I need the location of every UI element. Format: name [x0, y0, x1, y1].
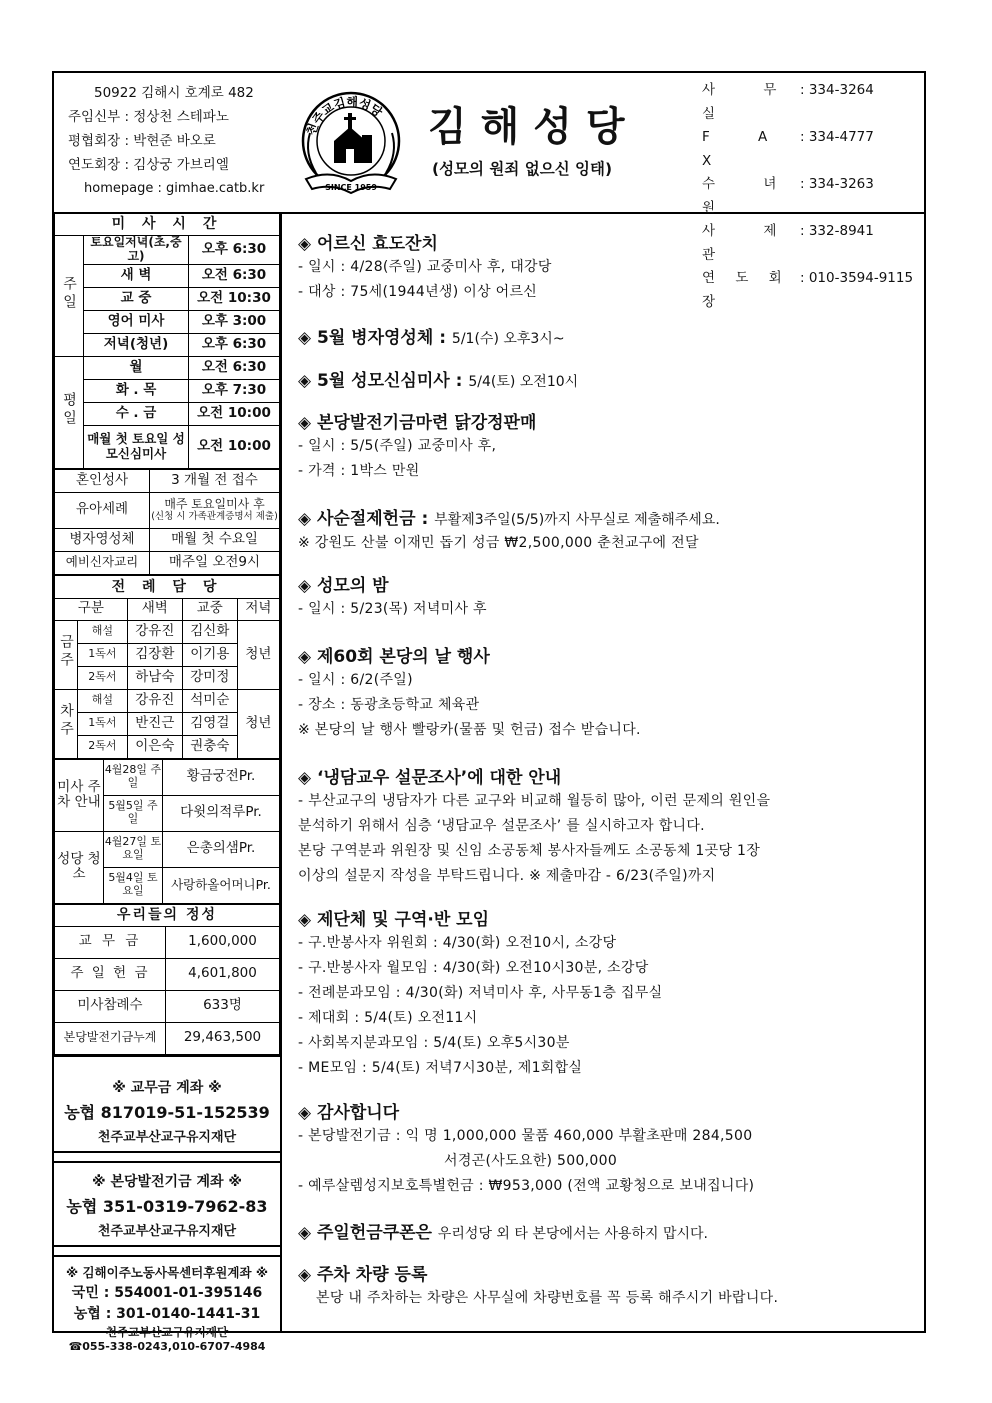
notice-line: ※ 강원도 산불 이재민 돕기 성금 ₩2,500,000 춘천교구에 전달	[298, 535, 699, 551]
duty-date: 5월5일 주일	[104, 795, 163, 831]
liturgy-table	[54, 575, 280, 759]
liturgy-person: 석미순	[182, 689, 237, 712]
sidebar	[54, 212, 282, 1353]
contact-label: 사 제 관	[702, 223, 799, 263]
notice-heading: ◈ 사순절제헌금 : 부활제3주일(5/5)까지 사무실로 제출해주세요.	[298, 509, 720, 529]
notice-line: 서경곤(사도요한) 500,000	[444, 1153, 618, 1169]
liturgy-person: 김영걸	[182, 712, 237, 735]
wedding-value: 3 개월 전 접수	[150, 469, 280, 492]
notice	[298, 767, 918, 889]
mass-title: 미 사 시 간	[55, 213, 280, 236]
offering-label: 교 무 금	[55, 926, 166, 958]
liturgy-person: 권충숙	[182, 735, 237, 758]
council-president: 평협회장 : 박현준 바오로	[68, 133, 216, 149]
mass-time: 오후 3:00	[189, 310, 280, 333]
svg-text:천주교김해성당	[303, 94, 386, 137]
this-week-label: 금주	[55, 620, 78, 689]
offering-label: 미사참례수	[55, 990, 166, 1022]
notice-line: - 일시 : 5/5(주일) 교중미사 후,	[298, 438, 497, 454]
next-week-label: 차주	[55, 689, 78, 758]
notice	[298, 646, 918, 743]
sick-label: 병자영성체	[55, 528, 150, 551]
youth-president: 연도회장 : 김상궁 가브리엘	[68, 157, 229, 173]
sunday-label: 주일	[55, 236, 84, 357]
contact-row: F A X : 334-4777	[702, 126, 913, 173]
account-number: 농협 351-0319-7962-83	[66, 1196, 268, 1216]
offering-label: 주 일 헌 금	[55, 958, 166, 990]
wedding-label: 혼인성사	[55, 469, 150, 492]
role-label: 2독서	[78, 666, 128, 689]
notice-heading: ◈ 주일헌금쿠폰은 우리성당 외 타 본당에서는 사용하지 맙시다.	[298, 1223, 709, 1243]
liturgy-col: 교중	[182, 598, 237, 620]
mass-name: 새 벽	[84, 264, 189, 287]
contact-label: 사 무 실	[702, 82, 799, 122]
liturgy-col: 저녁	[237, 598, 279, 620]
mass-name: 영어 미사	[84, 310, 189, 333]
account-owner: 천주교부산교구유지재단	[97, 1129, 237, 1145]
account-phone: ☎055-338-0243,010-6707-4984	[68, 1339, 266, 1353]
notice	[298, 233, 918, 305]
notice	[298, 508, 918, 556]
mass-time: 오후 7:30	[189, 379, 280, 402]
duty-group: 은총의샘Pr.	[163, 831, 280, 867]
weekday-label: 평일	[55, 356, 84, 468]
account-number: 농협 : 301-0140-1441-31	[73, 1305, 261, 1322]
notice	[298, 327, 918, 350]
account-title: ※ 교무금 계좌 ※	[112, 1079, 222, 1096]
offering-title: 우리들의 정성	[55, 904, 280, 926]
logo-since: SINCE 1959	[325, 183, 377, 192]
liturgy-col: 새벽	[127, 598, 182, 620]
liturgy-col: 구분	[55, 598, 128, 620]
notice-line: 분석하기 위해서 심층 ‘냉담교우 설문조사’ 를 실시하고자 합니다.	[298, 818, 705, 834]
offering-table	[54, 904, 280, 1055]
role-label: 2독서	[78, 735, 128, 758]
notice-line: - 전례분과모임 : 4/30(화) 저녁미사 후, 사무동1층 집무실	[298, 985, 663, 1001]
liturgy-evening: 청년	[237, 689, 279, 758]
offering-value: 633명	[166, 990, 280, 1022]
catechism-value: 매주일 오전9시	[150, 551, 280, 574]
notice-heading: ◈ 제단체 및 구역·반 모임	[298, 910, 490, 930]
notice-line: - 사회복지분과모임 : 5/4(토) 오후5시30분	[298, 1035, 570, 1051]
liturgy-person: 이기용	[182, 643, 237, 666]
contact-value: 010-3594-9115	[808, 270, 914, 286]
mass-time: 오후 6:30	[189, 236, 280, 265]
notice-heading: ◈ 본당발전기금마련 닭강정판매	[298, 413, 537, 433]
mass-time: 오전 6:30	[189, 356, 280, 379]
mass-name: 월	[84, 356, 189, 379]
notice-line: - 본당발전기금 : 익 명 1,000,000 물품 460,000 부활초판매 284,500	[298, 1128, 753, 1144]
account-title: ※ 김해이주노동사목센터후원계좌 ※	[65, 1264, 269, 1280]
offering-label: 본당발전기금누계	[55, 1022, 166, 1054]
notice	[298, 1264, 918, 1311]
duty-group: 사랑하올어머니Pr.	[163, 867, 280, 903]
role-label: 해설	[78, 689, 128, 712]
contact-row: 사 무 실 : 334-3264	[702, 79, 913, 126]
mass-name: 토요일저녁(초,중고)	[84, 236, 189, 265]
contact-value: 334-3263	[808, 176, 874, 192]
homepage: homepage : gimhae.catb.kr	[84, 181, 265, 196]
mass-name: 수 . 금	[84, 402, 189, 425]
mass-time: 오후 6:30	[189, 333, 280, 356]
duty-date: 4월27일 토요일	[104, 831, 163, 867]
liturgy-person: 김신화	[182, 620, 237, 643]
notice-line: - 구.반봉사자 월모임 : 4/30(화) 오전10시30분, 소강당	[298, 960, 649, 976]
notice	[298, 575, 918, 622]
notice-line: - 일시 : 5/23(목) 저녁미사 후	[298, 601, 487, 617]
notice-line: - 일시 : 4/28(주일) 교중미사 후, 대강당	[298, 259, 552, 275]
mass-time: 오전 10:00	[189, 402, 280, 425]
notice-heading: ◈ 어르신 효도잔치	[298, 234, 438, 254]
contact-row: 사 제 관 : 332-8941	[702, 220, 913, 267]
account-owner: 천주교부산교구유지재단	[105, 1324, 229, 1339]
notice	[298, 412, 918, 484]
sick-value: 매월 첫 수요일	[150, 528, 280, 551]
notice-heading: ◈ 제60회 본당의 날 행사	[298, 647, 490, 667]
contact-row: 수 녀 원 : 334-3263	[702, 173, 913, 220]
role-label: 1독서	[78, 712, 128, 735]
notice-line: ※ 본당의 날 행사 빨랑카(물품 및 헌금) 접수 받습니다.	[298, 722, 641, 738]
notice-line: - 가격 : 1박스 만원	[298, 463, 420, 479]
page-subtitle: (성모의 원죄 없으신 잉태)	[432, 160, 613, 178]
liturgy-person: 강유진	[127, 620, 182, 643]
parish-logo-icon	[290, 83, 412, 201]
account-number: 농협 817019-51-152539	[64, 1102, 270, 1122]
notice-heading: ◈ 5월 병자영성체 : 5/1(수) 오후3시~	[298, 328, 565, 348]
cleaning-label: 성당 청소	[55, 831, 104, 903]
account-title: ※ 본당발전기금 계좌 ※	[91, 1173, 243, 1190]
notice-line: - 제대회 : 5/4(토) 오전11시	[298, 1010, 478, 1026]
parish-info	[68, 81, 264, 201]
notice	[298, 909, 918, 1081]
role-label: 1독서	[78, 643, 128, 666]
liturgy-person: 이은숙	[127, 735, 182, 758]
notice-line: 본당 내 주차하는 차량은 사무실에 차량번호를 꼭 등록 해주시기 바랍니다.	[316, 1290, 779, 1306]
mass-time: 오전 10:30	[189, 287, 280, 310]
liturgy-person: 반진근	[127, 712, 182, 735]
duty-date: 5월4일 토요일	[104, 867, 163, 903]
contact-value: 334-4777	[808, 129, 874, 145]
notice-line: - 구.반봉사자 위원회 : 4/30(화) 오전10시, 소강당	[298, 935, 617, 951]
duty-table	[54, 759, 280, 904]
account-box	[54, 1163, 280, 1247]
liturgy-evening: 청년	[237, 620, 279, 689]
mass-schedule-table	[54, 212, 280, 469]
duty-group: 다윗의적루Pr.	[163, 795, 280, 831]
notice	[298, 1222, 918, 1245]
account-box	[54, 1257, 280, 1353]
offering-value: 4,601,800	[166, 958, 280, 990]
notice-line: - 부산교구의 냉담자가 다른 교구와 비교해 월등히 많아, 이런 문제의 원인을	[298, 793, 771, 809]
baptism-note: (신청 시 가족관계증명서 제출)	[151, 510, 278, 522]
duty-date: 4월28일 주일	[104, 759, 163, 795]
bulletin-frame	[52, 71, 926, 1353]
account-box	[54, 1069, 280, 1153]
notice-heading: ◈ 감사합니다	[298, 1103, 400, 1123]
offering-value: 29,463,500	[166, 1022, 280, 1054]
notice	[298, 370, 918, 393]
mass-name: 매월 첫 토요일 성모신심미사	[84, 425, 189, 468]
parking-label: 미사 주차 안내	[55, 759, 104, 831]
mass-name: 화 . 목	[84, 379, 189, 402]
liturgy-person: 하남숙	[127, 666, 182, 689]
address: 50922 김해시 호계로 482	[94, 85, 254, 101]
mass-time: 오전 6:30	[189, 264, 280, 287]
contact-value: 334-3264	[808, 82, 874, 98]
contact-row: 연 도 회 장 : 010-3594-9115	[702, 267, 913, 314]
contact-value: 332-8941	[808, 223, 874, 239]
role-label: 해설	[78, 620, 128, 643]
pastor: 주임신부 : 정상천 스테파노	[68, 109, 229, 125]
accounts	[54, 1055, 280, 1353]
notice-heading: ◈ 주차 차량 등록	[298, 1265, 428, 1285]
catechism-label: 예비신자교리	[55, 551, 150, 574]
mass-name: 저녁(청년)	[84, 333, 189, 356]
account-owner: 천주교부산교구유지재단	[97, 1223, 237, 1239]
notice-heading: ◈ ‘냉담교우 설문조사’에 대한 안내	[298, 768, 562, 788]
liturgy-title: 전 례 담 당	[55, 575, 280, 598]
sacraments-table	[54, 469, 280, 575]
account-number: 국민 : 554001-01-395146	[71, 1284, 263, 1301]
notice-line: - 장소 : 동광초등학교 체육관	[298, 697, 480, 713]
baptism-label: 유아세례	[55, 492, 150, 528]
offering-value: 1,600,000	[166, 926, 280, 958]
page-title: 김해성당	[428, 103, 639, 150]
mass-time: 오전 10:00	[189, 425, 280, 468]
duty-group: 황금궁전Pr.	[163, 759, 280, 795]
notice	[298, 1102, 918, 1199]
notice-line: - 대상 : 75세(1944년생) 이상 어르신	[298, 284, 538, 300]
liturgy-person: 강유진	[127, 689, 182, 712]
notice-line: 본당 구역분과 위원장 및 신임 소공동체 봉사자들께도 소공동체 1곳당 1장	[298, 843, 761, 859]
logo-text: 천주교김해성당	[303, 94, 385, 137]
contact-label: F A X	[702, 129, 790, 169]
notice-heading: ◈ 5월 성모신심미사 : 5/4(토) 오전10시	[298, 371, 579, 391]
baptism-cell	[150, 492, 280, 528]
notice-heading: ◈ 성모의 밤	[298, 576, 389, 596]
notice-line: 이상의 설문지 작성을 부탁드립니다. ※ 제출마감 - 6/23(주일)까지	[298, 868, 716, 884]
mass-name: 교 중	[84, 287, 189, 310]
notices	[286, 212, 922, 1330]
notice-line: - 예루살렘성지보호특별헌금 : ₩953,000 (전액 교황청으로 보내집니다)	[298, 1178, 755, 1194]
liturgy-person: 강미정	[182, 666, 237, 689]
liturgy-person: 김장환	[127, 643, 182, 666]
notice-line: - 일시 : 6/2(주일)	[298, 672, 413, 688]
contact-label: 수 녀 원	[702, 176, 799, 216]
contact-label: 연 도 회 장	[702, 270, 790, 310]
notice-line: - ME모임 : 5/4(토) 저녁7시30분, 제1회합실	[298, 1060, 583, 1076]
baptism-value: 매주 토요일미사 후	[164, 496, 265, 511]
